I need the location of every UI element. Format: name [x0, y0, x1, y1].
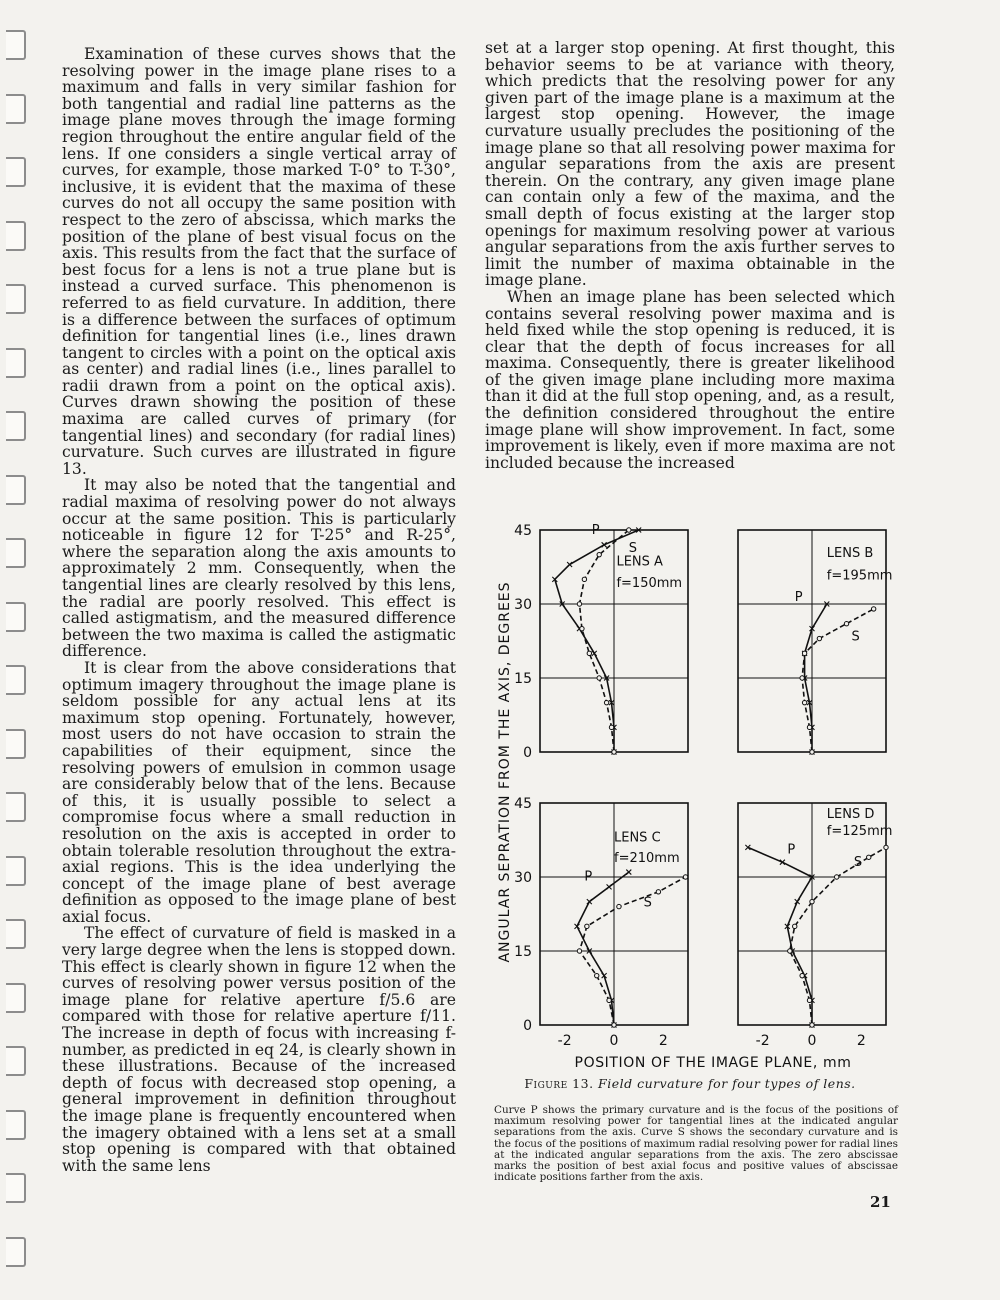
- data-point: [617, 904, 621, 908]
- data-point: [585, 924, 589, 928]
- page-number: 21: [870, 1193, 891, 1211]
- binding-tab: [6, 94, 26, 124]
- data-point: [582, 577, 586, 581]
- binding-tab: [6, 729, 26, 759]
- data-point: [844, 622, 848, 626]
- focal-length: f=125mm: [826, 824, 893, 840]
- data-point: [867, 855, 871, 859]
- data-point: [656, 890, 660, 894]
- x-tick-label: 0: [609, 1033, 619, 1049]
- data-point: [567, 562, 572, 567]
- data-point: [592, 651, 597, 656]
- binding-tab: [6, 475, 26, 505]
- binding-tab: [6, 856, 26, 886]
- lens-name: LENS C: [614, 830, 661, 846]
- data-point: [793, 924, 797, 928]
- focal-length: f=195mm: [826, 568, 893, 584]
- data-point: [884, 845, 888, 849]
- x-tick-label: 0: [807, 1033, 817, 1049]
- x-tick-label: -2: [755, 1033, 770, 1049]
- y-tick-label: 15: [514, 944, 532, 960]
- paragraph: set at a larger stop opening. At first thought, this behavior seems to be at variance with theory, which predicts that the resolving power for any given part of the image plane is a maximum at the largest stop opening. However, the image curvature usually precludes the positioning of the image plane so that all resolving power maxima for angular separations from the axis are present therein. On the contrary, any given image plane can contain only a few of the maxima, and the small depth of focus existing at the larger stop openings for maximum resolving power at various angular separations from the axis further serves to limit the number of maxima obtainable in the image plane.: [485, 39, 895, 290]
- curve-p-line: [577, 872, 629, 1025]
- x-axis-label: POSITION OF THE IMAGE PLANE, mm: [574, 1055, 852, 1071]
- focal-length: f=210mm: [614, 851, 680, 867]
- data-point: [626, 870, 631, 875]
- binding-tab: [6, 1046, 26, 1076]
- data-point: [817, 636, 821, 640]
- lens-name: LENS A: [616, 554, 663, 570]
- data-point: [587, 651, 591, 655]
- curve-s-label: S: [643, 895, 652, 911]
- binding-tab: [6, 983, 26, 1013]
- data-point: [834, 875, 838, 879]
- data-point: [800, 676, 804, 680]
- caption-label: Figure 13.: [524, 1076, 594, 1091]
- paragraph: Examination of these curves shows that the resolving power in the image plane rises to a maximum and falls in very similar fashion for both tangential and radial line patterns as the image plane moves through the image forming region throughout the entire angular field of the lens. If one considers a single vertical array of curves, for example, those marked T-0° to T-30°, inclusive, it is evident that the maxima of these curves do not all occupy the same position with respect to the zero of abscissa, which marks the position of the plane of best visual focus on the axis. This results from the fact that the surface of best focus for a lens is not a true plane but is instead a curved surface. This phenomenon is referred to as field curvature. In addition, there is a difference between the surfaces of optimum definition for tangential lines (i.e., lines drawn tangent to circles with a point on the optical axis as center) and radial lines (i.e., lines parallel to radii drawn from a point on the optical axis). Curves drawn showing the position of these maxima are called curves of primary (for tangential lines) and secondary (for radial lines) curvature. Such curves are illustrated in figure 13.: [62, 45, 456, 478]
- binding-tab: [6, 411, 26, 441]
- binding-tab: [6, 284, 26, 314]
- data-point: [609, 725, 613, 729]
- data-point: [871, 607, 875, 611]
- data-point: [810, 1023, 814, 1027]
- curve-p-label: P: [584, 869, 593, 885]
- caption-text: Field curvature for four types of lens.: [598, 1076, 856, 1091]
- y-tick-label: 0: [523, 745, 532, 761]
- figure-note: Curve P shows the primary curvature and is the focus of the positions of maximum resolving power for tangential lines at the indicated angular separations from the axis. Curve S shows the secondary curvature and is the focus of the positions of maximum radial resolving power for radial lines at the indicated angular separations from the axis. The zero abscissae marks the position of best axial focus and positive values of abscissae indicate positions farther from the axis.: [494, 1104, 898, 1184]
- data-point: [607, 884, 612, 889]
- field-curvature-chart: [485, 520, 900, 1080]
- binding-tab: [6, 157, 26, 187]
- curve-p-label: P: [591, 522, 600, 538]
- data-point: [807, 998, 811, 1002]
- y-axis-label: ANGULAR SEPRATION FROM THE AXIS, DEGREES: [497, 581, 513, 963]
- paragraph: The effect of curvature of field is masked in a very large degree when the lens is stopped down. This effect is clearly shown in figure 12 when the curves of resolving power versus position of the image plane for relative aperture f/5.6 are compared with those for relative aperture f/11. The increase in depth of focus with increasing f-number, as predicted in eq 24, is clearly shown in these illustrations. Because of the increased depth of focus with decreased stop opening, a general improvement in definition throughout the image plane is frequently encountered when the imagery obtained with a lens set at a small stop opening is compared with that obtained with the same lens: [62, 924, 457, 1175]
- curve-s-line: [802, 609, 874, 752]
- lens-name: LENS B: [826, 546, 874, 562]
- paragraph: It is clear from the above considerations that optimum imagery throughout the image plane is seldom possible for any actual lens at its maximum stop opening. Fortunately, however, most users do not have occasion to strain the capabilities of their equipment, since the resolving powers of emulsion in common usage are considerably below that of the lens. Because of this, it is usually possible to select a compromise focus where a small reduction in resolution on the axis is accepted in order to obtain tolerable resolution throughout the extra-axial regions. This is the idea underlying the concept of the image plane of best average definition as opposed to the image plane of best axial focus.: [62, 658, 456, 926]
- data-point: [607, 998, 611, 1002]
- curve-s-line: [790, 847, 886, 1025]
- y-tick-label: 30: [514, 870, 532, 886]
- data-point: [810, 899, 814, 903]
- data-point: [580, 626, 584, 630]
- paragraph: It may also be noted that the tangential and radial maxima of resolving power do not always occur at the same position. This is particularly noticeable in figure 12 for T-25° and R-25°, where the separation along the axis amounts to approximately 2 mm. Consequently, when the tangential lines are clearly resolved by this lens, the radial are poorly resolved. This effect is called astigmatism, and the measured difference between the two maxima is called the astigmatic difference.: [62, 476, 456, 661]
- figure-caption: [485, 1076, 895, 1091]
- data-point: [604, 700, 608, 704]
- data-point: [802, 651, 806, 655]
- y-tick-label: 45: [514, 523, 532, 539]
- lens-name: LENS D: [826, 806, 875, 822]
- curve-s-label: S: [628, 541, 638, 557]
- data-point: [627, 528, 631, 532]
- data-point: [577, 949, 581, 953]
- binding-tab: [6, 1173, 26, 1203]
- y-tick-label: 0: [523, 1018, 532, 1034]
- data-point: [800, 973, 804, 977]
- data-point: [788, 949, 792, 953]
- binding-tab: [6, 1237, 26, 1267]
- y-tick-label: 45: [514, 796, 532, 812]
- binding-tab: [6, 30, 26, 60]
- right-column: [485, 40, 895, 471]
- y-tick-label: 30: [514, 597, 532, 613]
- data-point: [807, 725, 811, 729]
- data-point: [577, 602, 581, 606]
- binding-tab: [6, 919, 26, 949]
- binding-tab: [6, 1110, 26, 1140]
- focal-length: f=150mm: [616, 576, 683, 592]
- spiral-binding: [6, 0, 26, 1300]
- curve-p-line: [748, 847, 812, 1025]
- curve-p-label: P: [794, 590, 803, 606]
- left-column: [62, 46, 456, 1174]
- figure-13: [485, 520, 900, 1080]
- data-point: [802, 700, 806, 704]
- binding-tab: [6, 792, 26, 822]
- binding-tab: [6, 348, 26, 378]
- curve-s-label: S: [853, 855, 863, 871]
- binding-tab: [6, 538, 26, 568]
- binding-tab: [6, 602, 26, 632]
- curve-s-label: S: [851, 629, 860, 645]
- x-tick-label: 2: [658, 1033, 668, 1049]
- curve-p-label: P: [787, 842, 796, 858]
- y-tick-label: 15: [514, 671, 532, 687]
- paragraph: When an image plane has been selected which contains several resolving power maxima and is held fixed while the stop opening is reduced, it is clear that the depth of focus increases for all maxima. Consequently, there is greater likelihood of the given image plane including more maxima than it did at the full stop opening, and, as a result, the definition considered throughout the entire image plane will show improvement. In fact, some improvement is likely, even if more maxima are not included because the increased: [485, 287, 895, 472]
- data-point: [597, 676, 601, 680]
- data-point: [612, 750, 616, 754]
- data-point: [595, 973, 599, 977]
- data-point: [597, 552, 601, 556]
- x-tick-label: -2: [557, 1033, 572, 1049]
- binding-tab: [6, 665, 26, 695]
- data-point: [683, 875, 687, 879]
- binding-tab: [6, 221, 26, 251]
- x-tick-label: 2: [856, 1033, 866, 1049]
- data-point: [612, 1023, 616, 1027]
- data-point: [810, 750, 814, 754]
